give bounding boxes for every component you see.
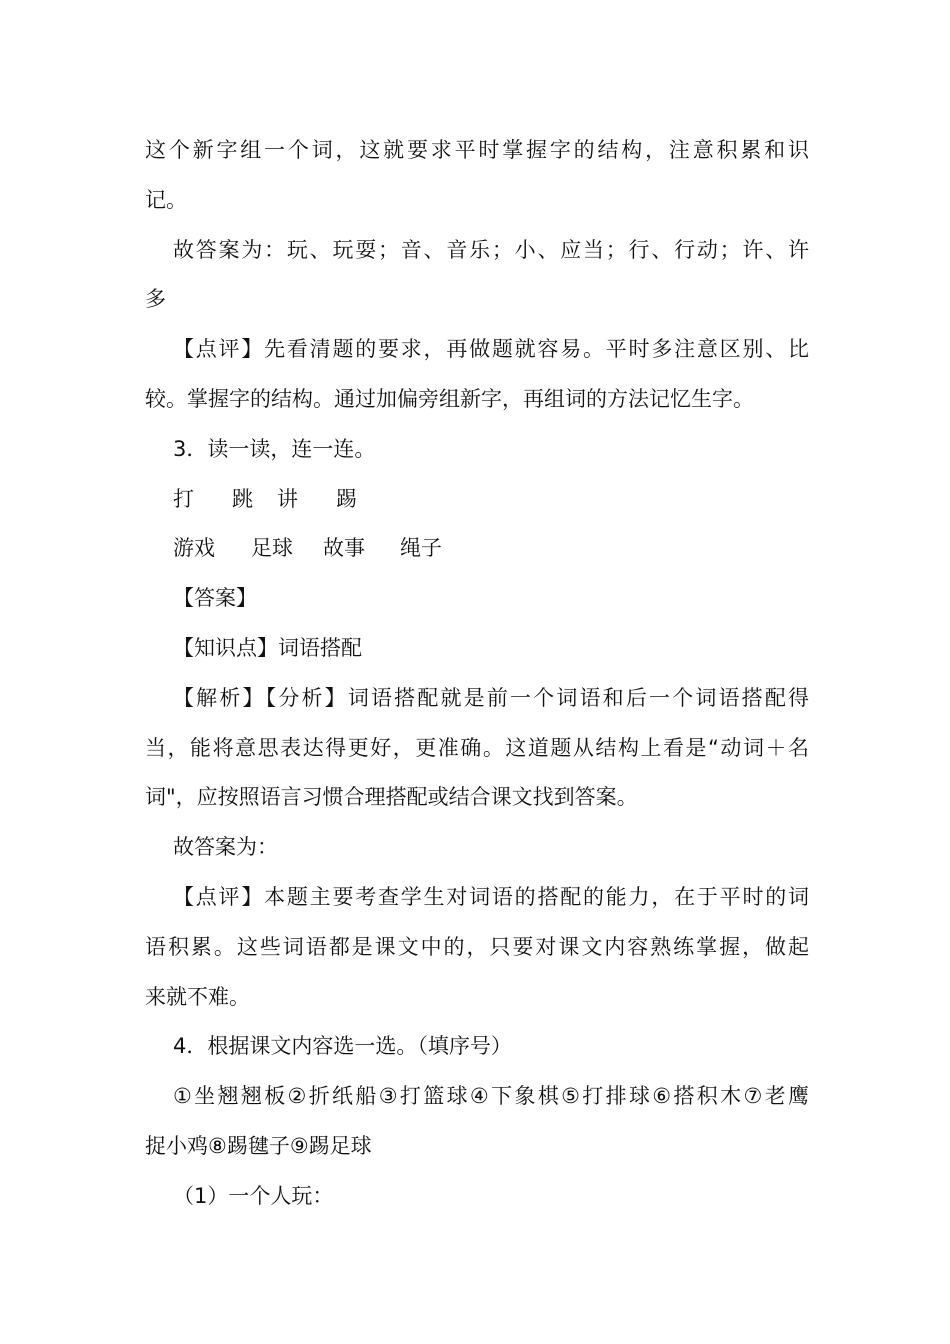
answer-line: 故答案为：玩、玩耍；音、音乐；小、应当；行、行动；许、许 xyxy=(173,237,809,262)
verb-word: 讲 xyxy=(277,486,298,511)
question-title: 4．根据课文内容选一选。（填序号） xyxy=(173,1034,512,1059)
noun-word: 绳子 xyxy=(400,536,442,561)
paragraph-line: 记。 xyxy=(145,187,187,212)
answer-line: 故答案为： xyxy=(173,835,278,860)
noun-word: 游戏 xyxy=(173,536,215,561)
verb-word: 跳 xyxy=(232,486,253,511)
noun-word: 足球 xyxy=(251,536,293,561)
knowledge-point: 【知识点】词语搭配 xyxy=(173,635,362,660)
comment-line: 【点评】先看清题的要求，再做题就容易。平时多注意区别、比 xyxy=(173,337,809,362)
document-body xyxy=(145,126,809,1222)
answer-line: 多 xyxy=(145,287,166,312)
option-line: ①坐翘翘板②折纸船③打篮球④下象棋⑤打排球⑥搭积木⑦老鹰 xyxy=(173,1084,809,1109)
analysis-line: 【解析】【分析】词语搭配就是前一个词语和后一个词语搭配得 xyxy=(173,685,809,710)
analysis-line: 词"，应按照语言习惯合理搭配或结合课文找到答案。 xyxy=(145,785,638,810)
comment-line: 语积累。这些词语都是课文中的，只要对课文内容熟练掌握，做起 xyxy=(145,934,809,959)
paragraph-line: 这个新字组一个词，这就要求平时掌握字的结构，注意积累和识 xyxy=(145,138,809,162)
noun-row xyxy=(145,524,809,574)
noun-word: 故事 xyxy=(323,536,365,561)
sub-question: （1）一个人玩： xyxy=(173,1183,334,1208)
comment-line: 较。掌握字的结构。通过加偏旁组新字，再组词的方法记忆生字。 xyxy=(145,386,754,411)
question-title: 3．读一读，连一连。 xyxy=(173,436,376,461)
verb-word: 踢 xyxy=(336,486,357,511)
answer-label: 【答案】 xyxy=(173,586,257,611)
verb-word: 打 xyxy=(173,486,194,511)
verb-row xyxy=(145,475,809,525)
option-line: 捉小鸡⑧踢毽子⑨踢足球 xyxy=(145,1133,372,1158)
comment-line: 来就不难。 xyxy=(145,984,250,1009)
comment-line: 【点评】本题主要考查学生对词语的搭配的能力，在于平时的词 xyxy=(173,884,809,909)
analysis-line: 当，能将意思表达得更好，更准确。这道题从结构上看是“动词＋名 xyxy=(145,735,809,760)
